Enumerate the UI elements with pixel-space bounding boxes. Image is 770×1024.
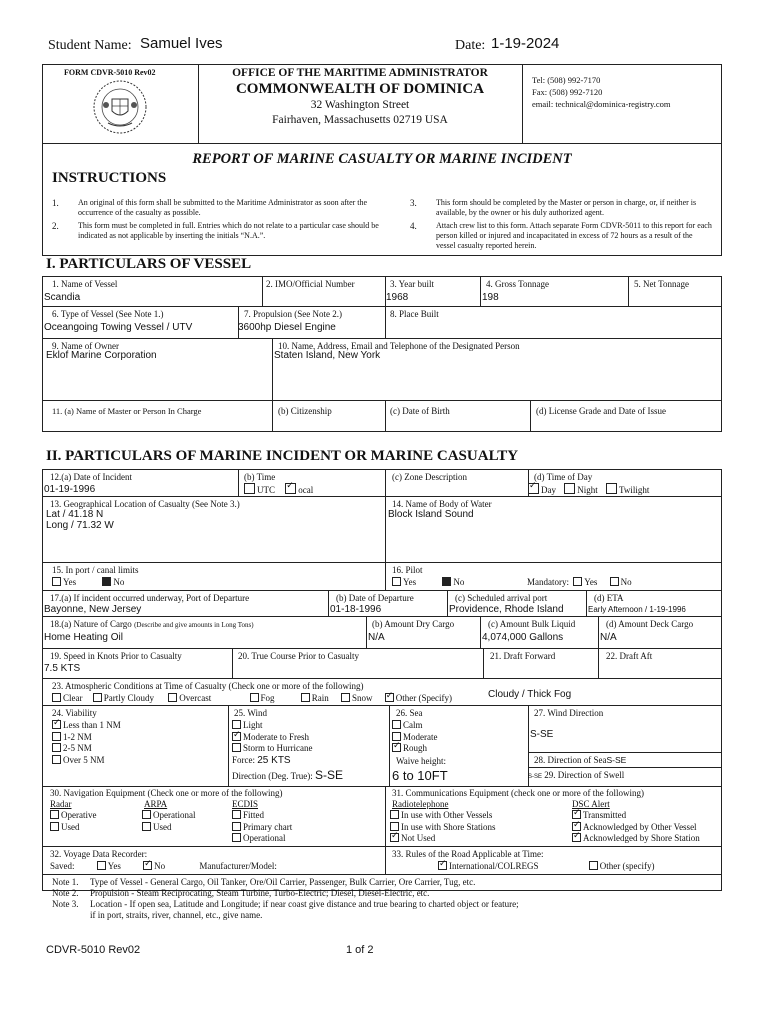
true-course-label: 20. True Course Prior to Casualty: [238, 651, 360, 661]
rules-other-checkbox[interactable]: [589, 861, 598, 870]
arrival-port-label: (c) Scheduled arrival port: [455, 593, 548, 603]
instruction-text: This form must be completed in full. Entries which do not relate to a particular case should be indicated as not applicable by inserting the initials “N.A.”.: [78, 221, 379, 240]
propulsion-value[interactable]: 3600hp Diesel Engine: [238, 322, 336, 333]
yes-label: Yes: [584, 577, 598, 587]
zone-description-label: (c) Zone Description: [392, 472, 467, 482]
comm-option-label: Not Used: [401, 833, 436, 843]
radar-used-checkbox[interactable]: [50, 822, 59, 831]
swell-direction-label: 29. Direction of Swell: [544, 770, 625, 780]
local-label: ocal: [298, 485, 314, 495]
ecdis-fitted-checkbox[interactable]: [232, 810, 241, 819]
gross-tonnage-value[interactable]: 198: [482, 292, 499, 303]
primary-chart-label: Primary chart: [243, 821, 293, 832]
force-value[interactable]: 25 KTS: [257, 755, 291, 766]
nav-equipment-label: 30. Navigation Equipment (Check one or more of the following): [50, 788, 283, 798]
night-label: Night: [577, 485, 598, 495]
office-title: OFFICE OF THE MARITIME ADMINISTRATOR: [232, 67, 488, 79]
day-checkbox[interactable]: [528, 483, 539, 494]
in-port-yes-checkbox[interactable]: [52, 577, 61, 586]
eta-label: (d) ETA: [594, 593, 624, 603]
deck-cargo-value[interactable]: N/A: [600, 632, 617, 643]
vessel-name-label: 1. Name of Vessel: [52, 279, 118, 289]
colregs-label: International/COLREGS: [449, 861, 539, 871]
pilot-no-checkbox[interactable]: [442, 577, 451, 586]
wind-label: 25. Wind: [234, 708, 267, 718]
sea-option-label: Moderate: [403, 731, 438, 742]
night-checkbox[interactable]: [564, 483, 575, 494]
vdr-saved-label: Saved:: [50, 861, 75, 871]
sea-calm-checkbox[interactable]: [392, 720, 401, 729]
wind-direction-label: 27. Wind Direction: [534, 708, 604, 718]
master-label: 11. (a) Name of Master or Person In Charge: [52, 406, 202, 416]
atmos-clear-checkbox[interactable]: [52, 693, 61, 702]
rules-of-road-label: 33. Rules of the Road Applicable at Time:: [392, 849, 544, 859]
atmos-snow-checkbox[interactable]: [341, 693, 350, 702]
form-id: FORM CDVR-5010 Rev02: [64, 68, 156, 77]
net-tonnage-label: 5. Net Tonnage: [634, 279, 689, 289]
used-label: Used: [153, 821, 172, 832]
vdr-no-checkbox[interactable]: [143, 861, 152, 870]
dsc-ack-vessel-checkbox[interactable]: [572, 822, 581, 831]
visibility-label: 24. Viability: [52, 708, 97, 718]
note-text: Location - If open sea, Latitude and Longitude; if near coast give distance and true bearing to charted object or feature;: [90, 899, 519, 909]
vis-2-5nm-checkbox[interactable]: [52, 743, 61, 752]
note-text: Propulsion - Steam Reciprocating, Steam Turbine, Turbo-Electric; Diesel, Diesel-Electric, etc.: [90, 888, 430, 898]
instruction-text: An original of this form shall be submitted to the Maritime Administrator as soon after the occurrence of the casualty as possible.: [78, 198, 368, 217]
operational-label: Operational: [243, 833, 286, 843]
instruction-text: Attach crew list to this form. Attach separate Form CDVR-5011 to this report for each person killed or injured and incapacitated in excess of 72 hours as a result of the vessel casualty reported herein.: [436, 221, 712, 250]
mandatory-yes-checkbox[interactable]: [573, 577, 582, 586]
owner-value[interactable]: Eklof Marine Corporation: [46, 350, 157, 361]
vessel-type-value[interactable]: Oceangoing Towing Vessel / UTV: [44, 322, 193, 333]
dsc-alert-heading: DSC Alert: [572, 799, 610, 809]
speed-value[interactable]: 7.5 KTS: [44, 663, 81, 674]
dob-label: (c) Date of Birth: [390, 406, 450, 416]
yes-label: Yes: [107, 861, 121, 871]
report-title: REPORT OF MARINE CASUALTY OR MARINE INCIDENT: [192, 151, 572, 167]
citizenship-label: (b) Citizenship: [278, 406, 332, 416]
date-label: Date:: [455, 38, 486, 53]
vdr-yes-checkbox[interactable]: [97, 861, 106, 870]
vdr-label: 32. Voyage Data Recorder:: [50, 849, 148, 859]
sea-label: 26. Sea: [396, 708, 423, 718]
vis-option-label: Less than 1 NM: [63, 720, 121, 730]
comm-equipment-label: 31. Communications Equipment (check one or more of the following): [392, 788, 644, 798]
instruction-text: This form should be completed by the Master or person in charge, or, if neither is available, by the owner or his duly authorized agent.: [436, 198, 697, 217]
bulk-liquid-label: (c) Amount Bulk Liquid: [488, 619, 576, 629]
utc-checkbox[interactable]: [244, 483, 255, 494]
atmos-option-label: Clear: [63, 693, 83, 703]
atmospheric-label: 23. Atmospheric Conditions at Time of Casualty (Check one or more of the following): [52, 681, 364, 691]
note-text: if in port, straits, river, channel, etc., give name.: [90, 910, 263, 920]
sea-option-label: Calm: [403, 720, 423, 730]
yes-label: Yes: [63, 577, 77, 587]
departure-date-value[interactable]: 01-18-1996: [330, 604, 382, 615]
vis-option-label: Over 5 NM: [63, 754, 105, 765]
designated-person-label: 10. Name, Address, Email and Telephone of the Designated Person: [278, 341, 520, 351]
twilight-checkbox[interactable]: [606, 483, 617, 494]
wind-direction-deg-label: Direction (Deg. True):: [232, 771, 313, 781]
atmos-partly-cloudy-checkbox[interactable]: [93, 693, 102, 702]
vessel-type-label: 6. Type of Vessel (See Note 1.): [52, 309, 164, 319]
atmos-other-checkbox[interactable]: [385, 693, 394, 702]
used-label: Used: [61, 821, 80, 832]
departure-port-value[interactable]: Bayonne, New Jersey: [44, 604, 142, 615]
vis-option-label: 1-2 NM: [63, 731, 92, 742]
owner-label: 9. Name of Owner: [52, 341, 119, 351]
pilot-yes-checkbox[interactable]: [392, 577, 401, 586]
dsc-option-label: Acknowledged by Shore Station: [583, 833, 700, 843]
time-of-day-label: (d) Time of Day: [534, 472, 593, 482]
ecdis-primary-chart-checkbox[interactable]: [232, 822, 241, 831]
eta-value[interactable]: Early Afternoon / 1-19-1996: [588, 605, 686, 614]
wind-direction-value[interactable]: S-SE: [530, 729, 554, 740]
fitted-label: Fitted: [243, 810, 265, 820]
in-port-label: 15. In port / canal limits: [52, 565, 139, 575]
wind-light-checkbox[interactable]: [232, 720, 241, 729]
page-number: 1 of 2: [346, 944, 374, 956]
arpa-used-checkbox[interactable]: [142, 822, 151, 831]
departure-date-label: (b) Date of Departure: [336, 593, 414, 603]
cargo-label: 18.(a) Nature of Cargo: [50, 619, 132, 629]
instruction-num: 2.: [52, 221, 59, 231]
twilight-label: Twilight: [619, 485, 650, 495]
country-title: COMMONWEALTH OF DOMINICA: [235, 81, 485, 97]
no-label: No: [154, 861, 166, 871]
geo-long-value[interactable]: Long / 71.32 W: [46, 520, 114, 531]
atmos-rain-checkbox[interactable]: [301, 693, 310, 702]
section-2-title: II. PARTICULARS OF MARINE INCIDENT OR MARINE CASUALTY: [46, 448, 519, 464]
atmos-option-label: Snow: [352, 693, 373, 703]
draft-forward-label: 21. Draft Forward: [490, 651, 556, 661]
dry-cargo-value[interactable]: N/A: [368, 632, 385, 643]
gross-tonnage-label: 4. Gross Tonnage: [486, 279, 549, 289]
sea-moderate-checkbox[interactable]: [392, 732, 401, 741]
ecdis-heading: ECDIS: [232, 799, 259, 809]
comm-option-label: In use with Shore Stations: [401, 821, 496, 832]
comm-option-label: In use with Other Vessels: [401, 810, 493, 820]
wind-direction-deg-value[interactable]: S-SE: [315, 768, 344, 782]
operative-label: Operative: [61, 810, 97, 820]
note-text: Type of Vessel - General Cargo, Oil Tanker, Ore/Oil Carrier, Passenger, Bulk Carrier, Ore Carrier, Tug, etc.: [90, 877, 476, 887]
atmos-overcast-checkbox[interactable]: [168, 693, 177, 702]
designated-person-value[interactable]: Staten Island, New York: [274, 350, 381, 361]
radar-heading: Radar: [50, 799, 72, 809]
time-label: (b) Time: [244, 472, 276, 482]
no-label: No: [453, 577, 465, 587]
mandatory-label: Mandatory:: [527, 577, 569, 587]
bulk-liquid-value[interactable]: 4,074,000 Gallons: [482, 632, 564, 643]
departure-port-label: 17.(a) If incident occurred underway, Port of Departure: [50, 593, 250, 603]
geo-location-label: 13. Geographical Location of Casualty (See Note 3.): [50, 499, 240, 509]
footer-form-code: CDVR-5010 Rev02: [46, 944, 141, 956]
notes-block: [52, 877, 519, 921]
vis-over-5nm-checkbox[interactable]: [52, 755, 61, 764]
section-1-title: I. PARTICULARS OF VESSEL: [46, 256, 252, 272]
instruction-num: 1.: [52, 198, 59, 208]
no-label: No: [620, 577, 632, 587]
ecdis-operational-checkbox[interactable]: [232, 833, 241, 842]
colregs-checkbox[interactable]: [438, 861, 447, 870]
address-line-2: Fairhaven, Massachusetts 02719 USA: [272, 114, 448, 126]
utc-label: UTC: [257, 485, 275, 495]
vis-1-2nm-checkbox[interactable]: [52, 732, 61, 741]
no-label: No: [113, 577, 125, 587]
dominica-seal-icon: [92, 79, 148, 135]
atmos-option-label: Rain: [311, 693, 329, 703]
dsc-transmitted-checkbox[interactable]: [572, 810, 581, 819]
incident-date-label: 12.(a) Date of Incident: [50, 472, 132, 482]
wind-storm-checkbox[interactable]: [232, 743, 241, 752]
imo-label: 2. IMO/Official Number: [266, 279, 355, 289]
swell-direction-value[interactable]: S-SE: [528, 774, 543, 780]
wind-moderate-checkbox[interactable]: [232, 732, 241, 741]
radio-shore-stations-checkbox[interactable]: [390, 822, 399, 831]
body-of-water-value[interactable]: Block Island Sound: [388, 509, 474, 520]
dsc-option-label: Transmitted: [583, 810, 627, 820]
cargo-hint: (Describe and give amounts in Long Tons): [134, 621, 254, 629]
sea-rough-checkbox[interactable]: [392, 743, 401, 752]
radiotelephone-heading: Radiotelephone: [392, 799, 449, 809]
instructions-heading: INSTRUCTIONS: [52, 170, 167, 186]
tel: Tel: (508) 992-7170: [532, 75, 601, 85]
wave-height-value[interactable]: 6 to 10FT: [392, 768, 448, 783]
force-label: Force:: [232, 755, 255, 765]
instruction-num: 4.: [410, 221, 417, 231]
radar-operative-checkbox[interactable]: [50, 810, 59, 819]
manufacturer-label: Manufacturer/Model:: [199, 861, 277, 871]
wind-option-label: Light: [243, 720, 263, 730]
atmos-fog-checkbox[interactable]: [250, 693, 259, 702]
year-built-label: 3. Year built: [390, 279, 435, 289]
cargo-value[interactable]: Home Heating Oil: [44, 632, 123, 643]
dsc-ack-shore-checkbox[interactable]: [572, 833, 581, 842]
mandatory-no-checkbox[interactable]: [610, 577, 619, 586]
sea-direction-label: 28. Direction of Sea: [534, 755, 607, 765]
note-num: Note 2.: [52, 888, 79, 898]
vis-less-1nm-checkbox[interactable]: [52, 720, 61, 729]
date-value[interactable]: 1-19-2024: [491, 35, 560, 52]
body-of-water-label: 14. Name of Body of Water: [392, 499, 492, 509]
rules-other-label: Other (specify): [599, 861, 655, 871]
license-label: (d) License Grade and Date of Issue: [536, 406, 666, 416]
incident-date-value[interactable]: 01-19-1996: [44, 484, 96, 495]
address-line-1: 32 Washington Street: [310, 99, 410, 111]
atmos-option-label: Fog: [260, 693, 275, 703]
wave-height-label: Waive height:: [396, 756, 447, 766]
radio-not-used-checkbox[interactable]: [390, 833, 399, 842]
atmos-option-label: Partly Cloudy: [103, 693, 155, 703]
arpa-operational-checkbox[interactable]: [142, 810, 151, 819]
student-name-value[interactable]: Samuel Ives: [140, 35, 223, 52]
sea-direction-value[interactable]: S-SE: [606, 755, 627, 765]
local-checkbox[interactable]: [285, 483, 296, 494]
arrival-port-value[interactable]: Providence, Rhode Island: [449, 604, 564, 615]
vessel-name-value[interactable]: Scandia: [44, 292, 81, 303]
atmos-other-value[interactable]: Cloudy / Thick Fog: [488, 689, 572, 700]
dry-cargo-label: (b) Amount Dry Cargo: [372, 619, 455, 629]
in-port-no-checkbox[interactable]: [102, 577, 111, 586]
vis-option-label: 2-5 NM: [63, 743, 92, 753]
instruction-num: 3.: [410, 198, 417, 208]
propulsion-label: 7. Propulsion (See Note 2.): [244, 309, 342, 319]
dsc-option-label: Acknowledged by Other Vessel: [583, 821, 697, 832]
sea-option-label: Rough: [403, 743, 428, 753]
day-label: Day: [541, 485, 556, 495]
speed-label: 19. Speed in Knots Prior to Casualty: [50, 651, 182, 661]
place-built-label: 8. Place Built: [390, 309, 439, 319]
email[interactable]: email: technical@dominica-registry.com: [532, 99, 671, 109]
fax: Fax: (508) 992-7120: [532, 87, 603, 97]
note-num: Note 3.: [52, 899, 79, 909]
wind-option-label: Storm to Hurricane: [243, 743, 313, 753]
deck-cargo-label: (d) Amount Deck Cargo: [606, 619, 694, 629]
arpa-heading: ARPA: [144, 799, 168, 809]
year-built-value[interactable]: 1968: [386, 292, 409, 303]
operational-label: Operational: [153, 810, 196, 820]
radio-other-vessels-checkbox[interactable]: [390, 810, 399, 819]
pilot-label: 16. Pilot: [392, 565, 423, 575]
atmos-option-label: Other (Specify): [395, 693, 453, 703]
note-num: Note 1.: [52, 877, 79, 887]
yes-label: Yes: [403, 577, 417, 587]
student-name-label: Student Name:: [48, 38, 132, 53]
geo-lat-value[interactable]: Lat / 41.18 N: [46, 509, 104, 520]
draft-aft-label: 22. Draft Aft: [606, 651, 653, 661]
wind-option-label: Moderate to Fresh: [243, 731, 309, 742]
atmos-option-label: Overcast: [179, 693, 212, 703]
